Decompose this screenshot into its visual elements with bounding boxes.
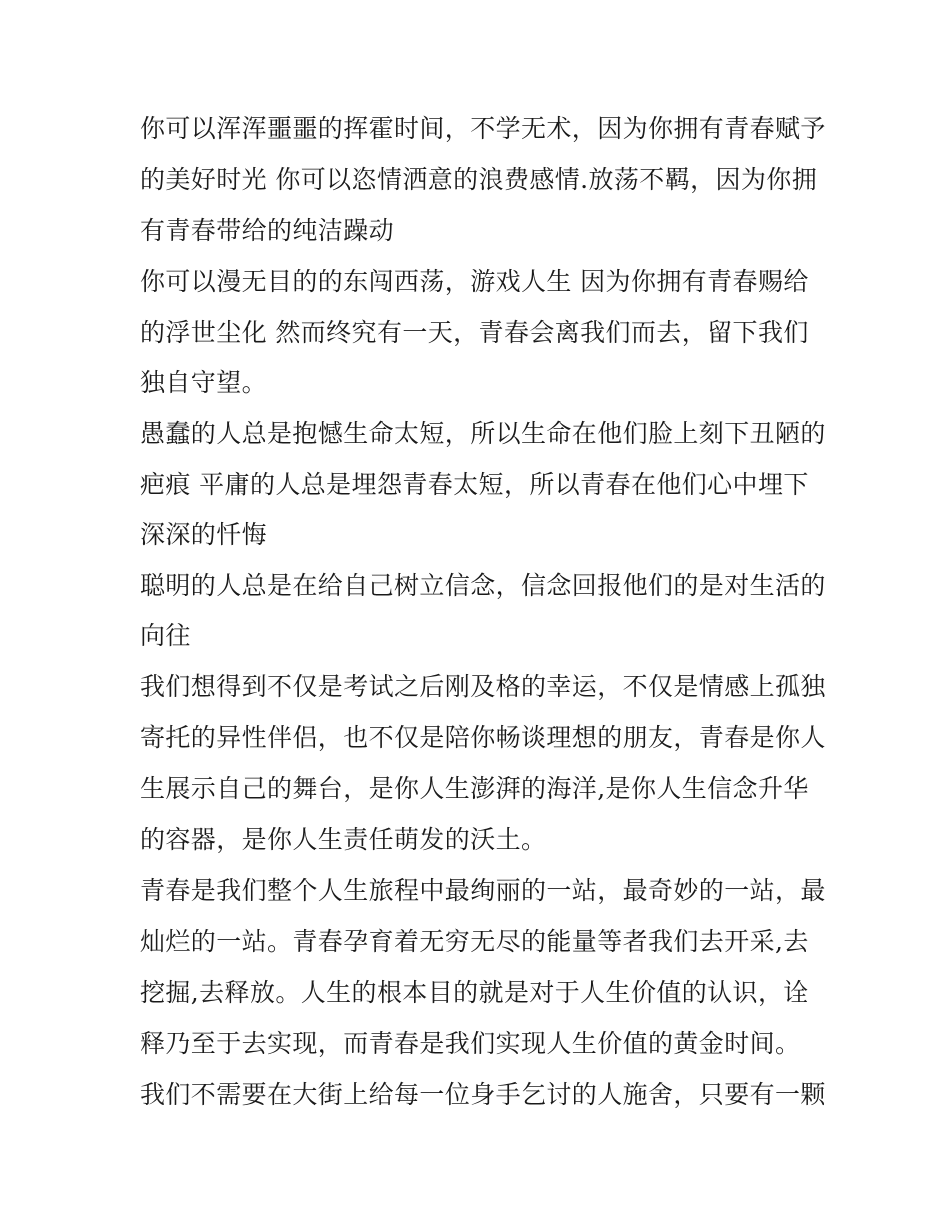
text-line: 你可以漫无目的的东闯西荡，游戏人生 因为你拥有青春赐给: [140, 267, 809, 296]
text-line: 深深的忏悔: [140, 520, 268, 549]
text-line: 我们想得到不仅是考试之后刚及格的幸运，不仅是情感上孤独: [140, 672, 826, 701]
text-line: 的浮世尘化 然而终究有一天，青春会离我们而去，留下我们: [140, 318, 809, 347]
text-line: 寄托的异性伴侣，也不仅是陪你畅谈理想的朋友，青春是你人: [140, 723, 826, 752]
text-line: 疤痕 平庸的人总是埋怨青春太短，所以青春在他们心中埋下: [140, 470, 809, 499]
text-line: 挖掘,去释放。人生的根本目的就是对于人生价值的认识，诠: [140, 978, 809, 1007]
text-line: 独自守望。: [140, 368, 268, 397]
text-line: 向往: [140, 621, 191, 650]
text-line: 释乃至于去实现，而青春是我们实现人生价值的黄金时间。: [140, 1029, 801, 1058]
text-line: 生展示自己的舞台，是你人生澎湃的海洋,是你人生信念升华: [140, 774, 809, 803]
text-line: 我们不需要在大街上给每一位身手乞讨的人施舍，只要有一颗: [140, 1080, 826, 1109]
text-line: 的美好时光 你可以恣情洒意的浪费感情.放荡不羁，因为你拥: [140, 165, 818, 194]
text-line: 你可以浑浑噩噩的挥霍时间，不学无术，因为你拥有青春赋予: [140, 114, 826, 143]
text-line: 愚蠢的人总是抱憾生命太短，所以生命在他们脸上刻下丑陋的: [140, 419, 826, 448]
text-line: 聪明的人总是在给自己树立信念，信念回报他们的是对生活的: [140, 571, 826, 600]
text-line: 的容器，是你人生责任萌发的沃土。: [140, 825, 547, 854]
text-line: 青春是我们整个人生旅程中最绚丽的一站，最奇妙的一站，最: [140, 876, 826, 905]
text-line: 有青春带给的纯洁躁动: [140, 216, 395, 245]
text-line: 灿烂的一站。青春孕育着无穷无尽的能量等者我们去开采,去: [140, 927, 809, 956]
